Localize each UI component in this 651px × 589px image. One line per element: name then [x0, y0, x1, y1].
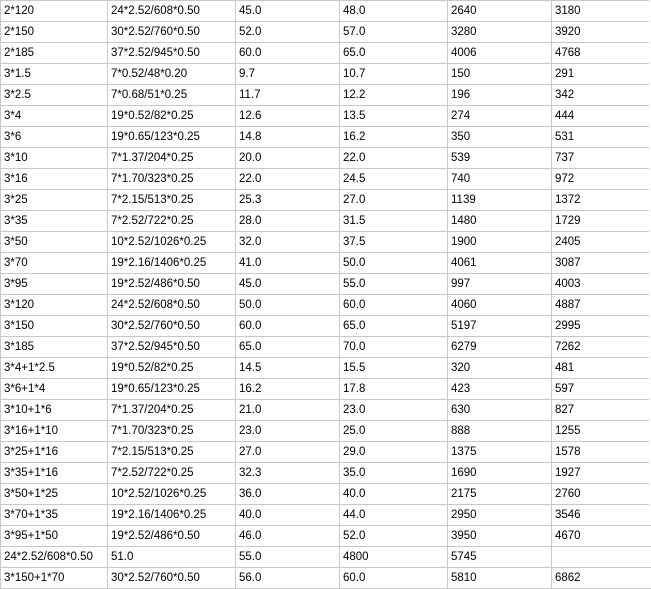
table-cell[interactable]: 31.5 [340, 211, 448, 232]
table-cell[interactable]: 3*2.5 [1, 85, 108, 106]
table-row [1, 505, 651, 526]
table-cell[interactable]: 423 [448, 379, 552, 400]
table-cell[interactable]: 4670 [552, 526, 651, 547]
table-cell[interactable]: 7*0.52/48*0.20 [108, 64, 236, 85]
table-cell[interactable]: 10.7 [340, 64, 448, 85]
table-cell[interactable]: 7*2.52/722*0.25 [108, 211, 236, 232]
table-cell[interactable]: 7*2.52/722*0.25 [108, 463, 236, 484]
table-cell[interactable]: 5745 [448, 547, 552, 568]
table-row [1, 190, 651, 211]
table-cell[interactable]: 40.0 [236, 505, 340, 526]
table-cell[interactable]: 41.0 [236, 253, 340, 274]
table-row [1, 1, 651, 22]
table-cell[interactable]: 5810 [448, 568, 552, 589]
table-cell[interactable]: 30*2.52/760*0.50 [108, 22, 236, 43]
table-cell[interactable]: 21.0 [236, 400, 340, 421]
table-cell[interactable]: 3*70 [1, 253, 108, 274]
table-cell[interactable]: 52.0 [340, 526, 448, 547]
table-cell[interactable]: 740 [448, 169, 552, 190]
table-cell[interactable]: 56.0 [236, 568, 340, 589]
table-cell[interactable]: 3087 [552, 253, 651, 274]
table-cell[interactable]: 3280 [448, 22, 552, 43]
table-cell[interactable]: 55.0 [236, 547, 340, 568]
table-cell[interactable]: 3950 [448, 526, 552, 547]
table-cell[interactable]: 51.0 [108, 547, 236, 568]
table-cell[interactable]: 3*120 [1, 295, 108, 316]
table-cell[interactable]: 23.0 [340, 400, 448, 421]
table-cell[interactable]: 2175 [448, 484, 552, 505]
table-body [1, 1, 651, 589]
table-row [1, 211, 651, 232]
table-cell[interactable]: 19*0.52/82*0.25 [108, 358, 236, 379]
table-cell[interactable]: 50.0 [236, 295, 340, 316]
table-cell[interactable]: 150 [448, 64, 552, 85]
table-cell[interactable]: 4800 [340, 547, 448, 568]
table-cell[interactable]: 274 [448, 106, 552, 127]
table-cell[interactable]: 3180 [552, 1, 651, 22]
table-cell[interactable]: 3546 [552, 505, 651, 526]
table-cell[interactable]: 19*0.65/123*0.25 [108, 379, 236, 400]
table-cell[interactable]: 13.5 [340, 106, 448, 127]
table-cell[interactable]: 12.2 [340, 85, 448, 106]
table-cell[interactable]: 1139 [448, 190, 552, 211]
table-cell[interactable]: 32.3 [236, 463, 340, 484]
table-cell[interactable]: 70.0 [340, 337, 448, 358]
table-cell[interactable]: 24.5 [340, 169, 448, 190]
table-cell[interactable]: 3*16 [1, 169, 108, 190]
table-cell[interactable]: 19*2.52/486*0.50 [108, 526, 236, 547]
table-cell[interactable]: 60.0 [236, 316, 340, 337]
table-cell[interactable]: 7*1.70/323*0.25 [108, 169, 236, 190]
table-cell[interactable]: 22.0 [340, 148, 448, 169]
table-cell[interactable]: 4003 [552, 274, 651, 295]
table-cell[interactable]: 3*150 [1, 316, 108, 337]
table-row [1, 43, 651, 64]
table-cell[interactable]: 36.0 [236, 484, 340, 505]
table-row [1, 358, 651, 379]
table-cell[interactable]: 3*70+1*35 [1, 505, 108, 526]
table-cell[interactable]: 6279 [448, 337, 552, 358]
table-cell[interactable]: 4887 [552, 295, 651, 316]
table-row [1, 274, 651, 295]
table-cell[interactable]: 3*185 [1, 337, 108, 358]
table-cell[interactable]: 12.6 [236, 106, 340, 127]
table-cell[interactable]: 2950 [448, 505, 552, 526]
table-cell[interactable]: 4006 [448, 43, 552, 64]
table-cell[interactable]: 597 [552, 379, 651, 400]
table-cell[interactable]: 737 [552, 148, 651, 169]
table-cell[interactable]: 37.5 [340, 232, 448, 253]
table-cell[interactable]: 6862 [552, 568, 651, 589]
table-row [1, 127, 651, 148]
table-cell[interactable]: 3*10+1*6 [1, 400, 108, 421]
table-cell[interactable]: 9.7 [236, 64, 340, 85]
table-cell[interactable]: 3*6 [1, 127, 108, 148]
table-cell[interactable]: 44.0 [340, 505, 448, 526]
table-cell[interactable]: 37*2.52/945*0.50 [108, 43, 236, 64]
table-cell[interactable]: 24*2.52/608*0.50 [1, 547, 108, 568]
table-row [1, 379, 651, 400]
table-cell[interactable]: 24*2.52/608*0.50 [108, 295, 236, 316]
table-cell[interactable]: 1729 [552, 211, 651, 232]
table-cell[interactable]: 827 [552, 400, 651, 421]
table-cell[interactable]: 57.0 [340, 22, 448, 43]
table-cell[interactable]: 291 [552, 64, 651, 85]
table-cell[interactable]: 45.0 [236, 1, 340, 22]
table-cell[interactable]: 1900 [448, 232, 552, 253]
table-cell[interactable]: 65.0 [340, 43, 448, 64]
table-row [1, 232, 651, 253]
table-cell[interactable]: 60.0 [340, 295, 448, 316]
table-cell[interactable]: 45.0 [236, 274, 340, 295]
table-cell[interactable]: 19*2.16/1406*0.25 [108, 253, 236, 274]
table-cell[interactable]: 17.8 [340, 379, 448, 400]
table-cell[interactable]: 23.0 [236, 421, 340, 442]
table-cell[interactable]: 2*150 [1, 22, 108, 43]
table-cell[interactable]: 2760 [552, 484, 651, 505]
table-cell[interactable]: 65.0 [236, 337, 340, 358]
table-cell[interactable]: 4768 [552, 43, 651, 64]
table-cell[interactable]: 19*2.16/1406*0.25 [108, 505, 236, 526]
table-cell[interactable]: 3*1.5 [1, 64, 108, 85]
table-cell[interactable]: 3*50+1*25 [1, 484, 108, 505]
table-cell[interactable]: 60.0 [236, 43, 340, 64]
table-cell[interactable]: 29.0 [340, 442, 448, 463]
table-cell[interactable]: 2640 [448, 1, 552, 22]
table-cell[interactable]: 2405 [552, 232, 651, 253]
table-cell[interactable]: 16.2 [236, 379, 340, 400]
table-row [1, 295, 651, 316]
table-cell[interactable]: 531 [552, 127, 651, 148]
table-cell[interactable]: 997 [448, 274, 552, 295]
table-cell[interactable]: 4060 [448, 295, 552, 316]
table-row [1, 85, 651, 106]
table-cell[interactable]: 3*10 [1, 148, 108, 169]
table-cell[interactable]: 1480 [448, 211, 552, 232]
table-cell[interactable]: 30*2.52/760*0.50 [108, 568, 236, 589]
table-cell[interactable]: 10*2.52/1026*0.25 [108, 484, 236, 505]
table-cell[interactable]: 4061 [448, 253, 552, 274]
table-cell[interactable]: 24*2.52/608*0.50 [108, 1, 236, 22]
table-cell[interactable]: 7*1.70/323*0.25 [108, 421, 236, 442]
table-cell[interactable]: 3*25+1*16 [1, 442, 108, 463]
table-row [1, 106, 651, 127]
table-cell[interactable]: 3*6+1*4 [1, 379, 108, 400]
table-row [1, 22, 651, 43]
table-cell[interactable]: 46.0 [236, 526, 340, 547]
table-row [1, 421, 651, 442]
table-row [1, 463, 651, 484]
table-cell[interactable]: 25.0 [340, 421, 448, 442]
table-cell[interactable] [552, 547, 651, 568]
table-cell[interactable]: 3*150+1*70 [1, 568, 108, 589]
table-row [1, 442, 651, 463]
table-cell[interactable]: 3*35 [1, 211, 108, 232]
table-cell[interactable]: 28.0 [236, 211, 340, 232]
table-cell[interactable]: 3*35+1*16 [1, 463, 108, 484]
table-cell[interactable]: 7*2.15/513*0.25 [108, 190, 236, 211]
table-cell[interactable]: 16.2 [340, 127, 448, 148]
table-cell[interactable]: 481 [552, 358, 651, 379]
table-cell[interactable]: 2*120 [1, 1, 108, 22]
table-cell[interactable]: 3*25 [1, 190, 108, 211]
table-cell[interactable]: 2*185 [1, 43, 108, 64]
table-cell[interactable]: 320 [448, 358, 552, 379]
table-cell[interactable]: 7262 [552, 337, 651, 358]
table-cell[interactable]: 342 [552, 85, 651, 106]
table-row [1, 484, 651, 505]
table-row [1, 568, 651, 589]
table-cell[interactable]: 30*2.52/760*0.50 [108, 316, 236, 337]
table-cell[interactable]: 1690 [448, 463, 552, 484]
table-cell[interactable]: 11.7 [236, 85, 340, 106]
table-cell[interactable]: 539 [448, 148, 552, 169]
table-cell[interactable]: 27.0 [236, 442, 340, 463]
table-cell[interactable]: 60.0 [340, 568, 448, 589]
table-cell[interactable]: 2995 [552, 316, 651, 337]
table-cell[interactable]: 22.0 [236, 169, 340, 190]
table-row [1, 400, 651, 421]
table-cell[interactable]: 48.0 [340, 1, 448, 22]
table-cell[interactable]: 888 [448, 421, 552, 442]
table-row [1, 169, 651, 190]
table-cell[interactable]: 5197 [448, 316, 552, 337]
table-cell[interactable]: 3*50 [1, 232, 108, 253]
table-cell[interactable]: 350 [448, 127, 552, 148]
table-cell[interactable]: 50.0 [340, 253, 448, 274]
table-cell[interactable]: 1927 [552, 463, 651, 484]
table-cell[interactable]: 19*0.52/82*0.25 [108, 106, 236, 127]
table-cell[interactable]: 972 [552, 169, 651, 190]
table-cell[interactable]: 3920 [552, 22, 651, 43]
table-cell[interactable]: 1578 [552, 442, 651, 463]
table-cell[interactable]: 35.0 [340, 463, 448, 484]
table-cell[interactable]: 40.0 [340, 484, 448, 505]
table-cell[interactable]: 52.0 [236, 22, 340, 43]
table-cell[interactable]: 1372 [552, 190, 651, 211]
table-cell[interactable]: 37*2.52/945*0.50 [108, 337, 236, 358]
table-row [1, 547, 651, 568]
table-cell[interactable]: 65.0 [340, 316, 448, 337]
table-cell[interactable]: 14.8 [236, 127, 340, 148]
table-cell[interactable]: 7*1.37/204*0.25 [108, 148, 236, 169]
table-row [1, 337, 651, 358]
table-cell[interactable]: 3*95 [1, 274, 108, 295]
table-cell[interactable]: 7*2.15/513*0.25 [108, 442, 236, 463]
table-row [1, 64, 651, 85]
table-cell[interactable]: 444 [552, 106, 651, 127]
table-cell[interactable]: 15.5 [340, 358, 448, 379]
table-cell[interactable]: 55.0 [340, 274, 448, 295]
table-cell[interactable]: 10*2.52/1026*0.25 [108, 232, 236, 253]
table-cell[interactable]: 27.0 [340, 190, 448, 211]
table-row [1, 253, 651, 274]
table-cell[interactable]: 19*0.65/123*0.25 [108, 127, 236, 148]
table-cell[interactable]: 14.5 [236, 358, 340, 379]
table-cell[interactable]: 3*16+1*10 [1, 421, 108, 442]
table-row [1, 148, 651, 169]
table-row [1, 526, 651, 547]
table-cell[interactable]: 7*0.68/51*0.25 [108, 85, 236, 106]
table-row [1, 316, 651, 337]
table-cell[interactable]: 20.0 [236, 148, 340, 169]
table-cell[interactable]: 3*95+1*50 [1, 526, 108, 547]
table-cell[interactable]: 3*4+1*2.5 [1, 358, 108, 379]
table-cell[interactable]: 25.3 [236, 190, 340, 211]
table-cell[interactable]: 630 [448, 400, 552, 421]
table-cell[interactable]: 3*4 [1, 106, 108, 127]
table-cell[interactable]: 1255 [552, 421, 651, 442]
table-cell[interactable]: 1375 [448, 442, 552, 463]
table-cell[interactable]: 32.0 [236, 232, 340, 253]
table-cell[interactable]: 19*2.52/486*0.50 [108, 274, 236, 295]
table-cell[interactable]: 196 [448, 85, 552, 106]
table-cell[interactable]: 7*1.37/204*0.25 [108, 400, 236, 421]
